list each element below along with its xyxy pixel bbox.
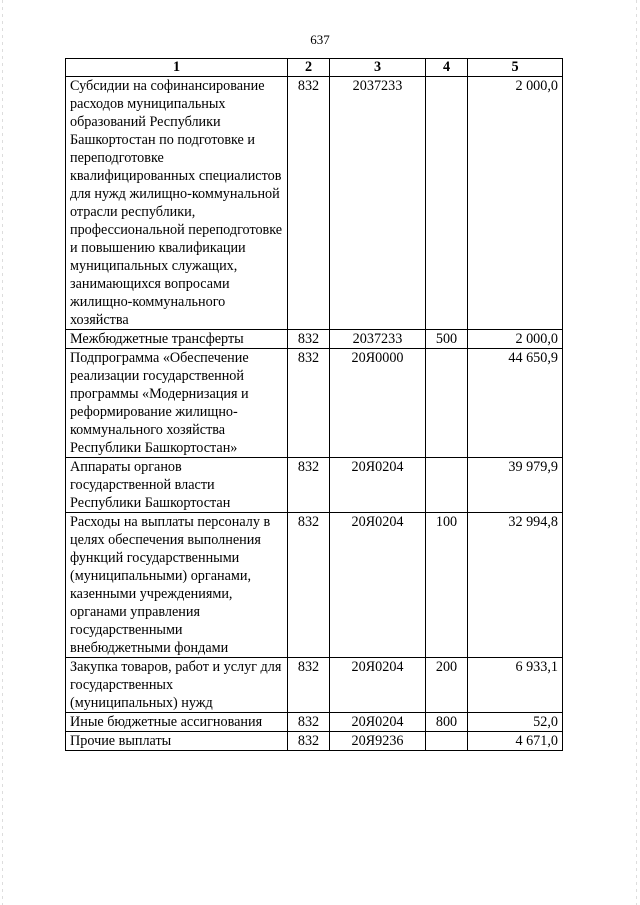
row-col4 bbox=[426, 349, 468, 458]
budget-table bbox=[65, 58, 563, 751]
header-col-3: 3 bbox=[330, 59, 426, 77]
row-amount: 6 933,1 bbox=[468, 658, 563, 713]
row-col4 bbox=[426, 77, 468, 330]
header-col-2: 2 bbox=[288, 59, 330, 77]
row-amount: 39 979,9 bbox=[468, 458, 563, 513]
page-number: 637 bbox=[310, 32, 330, 47]
row-name: Подпрограмма «Обеспечение реализации государственной программы «Модернизация и реформирование жилищно-коммунального хозяйства Республики Башкортостан» bbox=[66, 349, 288, 458]
row-col3: 2037233 bbox=[330, 330, 426, 349]
table-row bbox=[66, 732, 563, 751]
row-name: Закупка товаров, работ и услуг для государственных (муниципальных) нужд bbox=[66, 658, 288, 713]
row-name: Межбюджетные трансферты bbox=[66, 330, 288, 349]
row-col4: 800 bbox=[426, 713, 468, 732]
header-col-4: 4 bbox=[426, 59, 468, 77]
row-col2: 832 bbox=[288, 458, 330, 513]
row-name: Прочие выплаты bbox=[66, 732, 288, 751]
row-col3: 20Я0204 bbox=[330, 513, 426, 658]
row-amount: 2 000,0 bbox=[468, 77, 563, 330]
row-col3: 20Я9236 bbox=[330, 732, 426, 751]
row-name: Аппараты органов государственной власти Республики Башкортостан bbox=[66, 458, 288, 513]
row-col3: 2037233 bbox=[330, 77, 426, 330]
row-col3: 20Я0204 bbox=[330, 713, 426, 732]
row-col2: 832 bbox=[288, 732, 330, 751]
row-col2: 832 bbox=[288, 513, 330, 658]
row-name: Расходы на выплаты персоналу в целях обеспечения выполнения функций государственными (муниципальными) органами, казенными учреждениями, органами управления государственными внебюджетными фондами bbox=[66, 513, 288, 658]
row-col4: 200 bbox=[426, 658, 468, 713]
scan-edge-left bbox=[2, 0, 3, 905]
row-col4 bbox=[426, 732, 468, 751]
row-col2: 832 bbox=[288, 713, 330, 732]
table-row bbox=[66, 713, 563, 732]
row-col3: 20Я0204 bbox=[330, 658, 426, 713]
table-row bbox=[66, 77, 563, 330]
table-header-row bbox=[66, 59, 563, 77]
row-col4 bbox=[426, 458, 468, 513]
table-row bbox=[66, 330, 563, 349]
row-col2: 832 bbox=[288, 330, 330, 349]
row-amount: 44 650,9 bbox=[468, 349, 563, 458]
row-amount: 4 671,0 bbox=[468, 732, 563, 751]
table-row bbox=[66, 513, 563, 658]
row-col2: 832 bbox=[288, 77, 330, 330]
row-col4: 100 bbox=[426, 513, 468, 658]
row-amount: 2 000,0 bbox=[468, 330, 563, 349]
row-col4: 500 bbox=[426, 330, 468, 349]
row-col3: 20Я0204 bbox=[330, 458, 426, 513]
header-col-1: 1 bbox=[66, 59, 288, 77]
row-name: Иные бюджетные ассигнования bbox=[66, 713, 288, 732]
row-col3: 20Я0000 bbox=[330, 349, 426, 458]
table-row bbox=[66, 349, 563, 458]
row-col2: 832 bbox=[288, 658, 330, 713]
row-col2: 832 bbox=[288, 349, 330, 458]
table-row bbox=[66, 658, 563, 713]
header-col-5: 5 bbox=[468, 59, 563, 77]
row-amount: 32 994,8 bbox=[468, 513, 563, 658]
scan-edge-right bbox=[636, 0, 637, 905]
row-amount: 52,0 bbox=[468, 713, 563, 732]
table-row bbox=[66, 458, 563, 513]
row-name: Субсидии на софинансирование расходов муниципальных образований Республики Башкортостан по подготовке и переподготовке квалифицированных специалистов для нужд жилищно-коммунальной отрасли республики, профессиональной переподготовке и повышению квалификации муниципальных служащих, занимающихся вопросами жилищно-коммунального хозяйства bbox=[66, 77, 288, 330]
